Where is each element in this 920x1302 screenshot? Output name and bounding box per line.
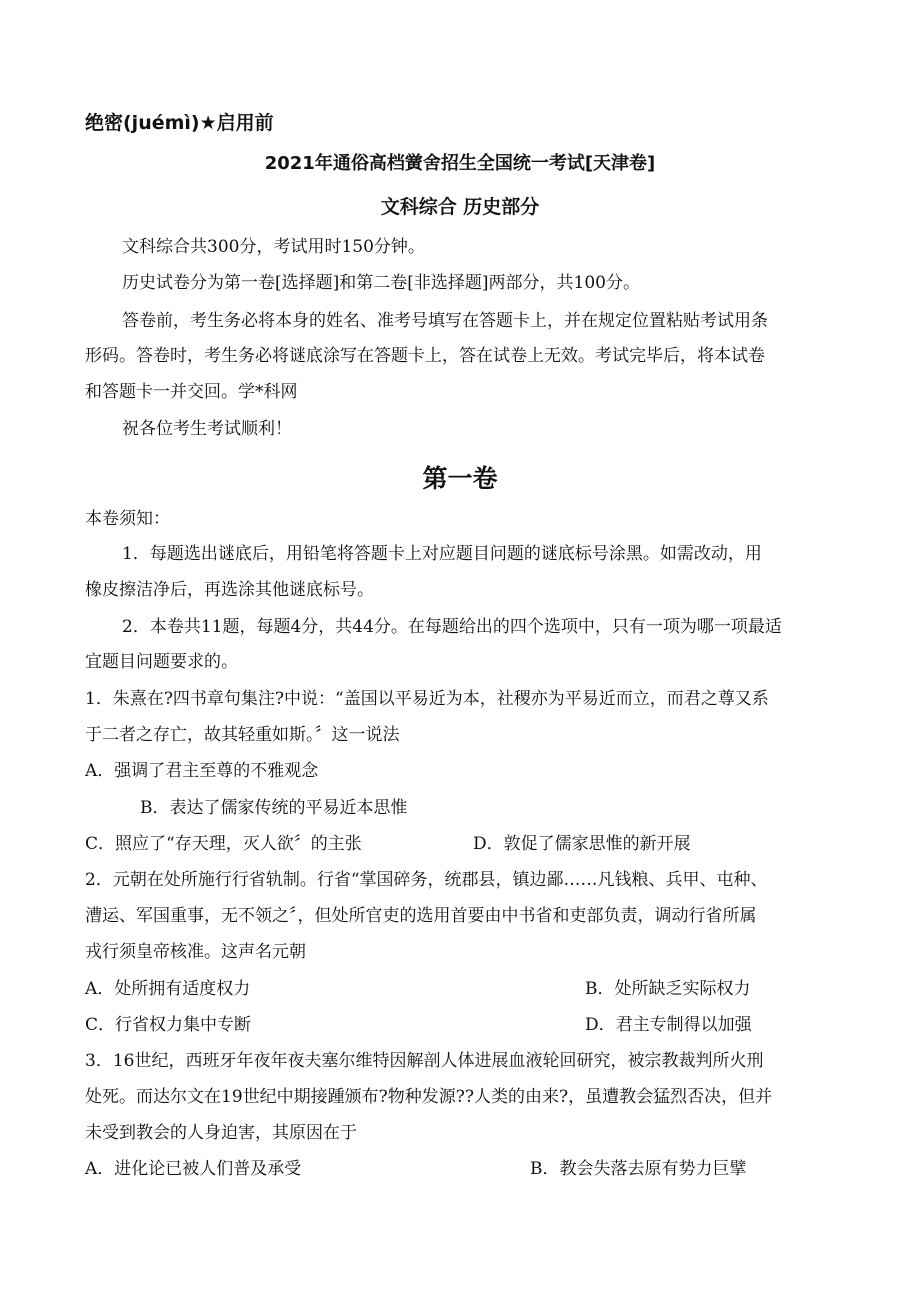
intro-paragraph-4: 祝各位考生考试顺利！: [122, 419, 292, 439]
question-3-option-a: A．进化论已被人们普及承受: [85, 1159, 302, 1179]
question-1-line-1: 1．朱熹在?四书章句集注?中说：“盖国以平易近为本，社稷亦为平易近而立，而君之尊又系: [85, 689, 769, 709]
section-title: 第一卷: [422, 464, 498, 493]
intro-paragraph-2: 历史试卷分为第一卷[选择题]和第二卷[非选择题]两部分，共100分。: [122, 273, 640, 293]
classification-label: 绝密(juémì)★启用前: [85, 112, 274, 134]
question-2-line-2: 漕运、军国重事，无不领之〞，但处所官吏的选用首要由中书省和吏部负责，调动行省所属: [85, 906, 757, 926]
question-3-line-2: 处死。而达尔文在19世纪中期接踵颁布?物种发源??人类的由来?，虽遭教会猛烈否决，但并: [85, 1087, 773, 1107]
question-2-option-c: C．行省权力集中专断: [85, 1015, 252, 1035]
intro-paragraph-1: 文科综合共300分，考试用时150分钟。: [122, 237, 425, 257]
question-2-line-3: 戎行须皇帝核准。这声名元朝: [85, 942, 306, 962]
intro-paragraph-3-line-2: 形码。答卷时，考生务必将谜底涂写在答题卡上，答在试卷上无效。考试完毕后，将本试卷: [85, 346, 765, 366]
exam-title: 2021年通俗高档黉舍招生全国统一考试[天津卷]: [264, 153, 656, 174]
question-1-option-a: A．强调了君主至尊的不雅观念: [85, 761, 319, 781]
question-1-option-d: D．敦促了儒家思惟的新开展: [473, 834, 691, 854]
question-2-line-1: 2．元朝在处所施行行省轨制。行省“掌国碎务，统郡县，镇边鄙……凡钱粮、兵甲、屯种、: [85, 870, 768, 890]
notice-2-line-1: 2．本卷共11题，每题4分，共44分。在每题给出的四个选项中，只有一项为哪一项最适: [122, 617, 782, 637]
question-1-line-2: 于二者之存亡，故其轻重如斯。〞这一说法: [85, 725, 400, 745]
question-2-option-b: B．处所缺乏实际权力: [585, 979, 751, 999]
question-1-option-c: C．照应了“存天理，灭人欲〞的主张: [85, 834, 362, 854]
question-3-line-1: 3．16世纪，西班牙年夜年夜夫塞尔维特因解剖人体进展血液轮回研究，被宗教裁判所火刑: [85, 1051, 764, 1071]
question-3-line-3: 未受到教会的人身迫害，其原因在于: [85, 1123, 357, 1143]
notice-label: 本卷须知：: [85, 509, 170, 529]
question-2-option-d: D．君主专制得以加强: [585, 1015, 752, 1035]
exam-subtitle: 文科综合 历史部分: [380, 196, 540, 218]
intro-paragraph-3-line-1: 答卷前，考生务必将本身的姓名、准考号填写在答题卡上，并在规定位置粘贴考试用条: [122, 311, 768, 331]
notice-1-line-2: 橡皮擦洁净后，再选涂其他谜底标号。: [85, 580, 374, 600]
intro-paragraph-3-line-3: 和答题卡一并交回。学*科网: [85, 382, 298, 402]
question-3-option-b: B．教会失落去原有势力巨擘: [530, 1159, 747, 1179]
notice-2-line-2: 宜题目问题要求的。: [85, 652, 238, 672]
question-1-option-b: B．表达了儒家传统的平易近本思惟: [140, 798, 408, 818]
question-2-option-a: A．处所拥有适度权力: [85, 979, 251, 999]
notice-1-line-1: 1．每题选出谜底后，用铅笔将答题卡上对应题目问题的谜底标号涂黑。如需改动，用: [122, 544, 762, 564]
